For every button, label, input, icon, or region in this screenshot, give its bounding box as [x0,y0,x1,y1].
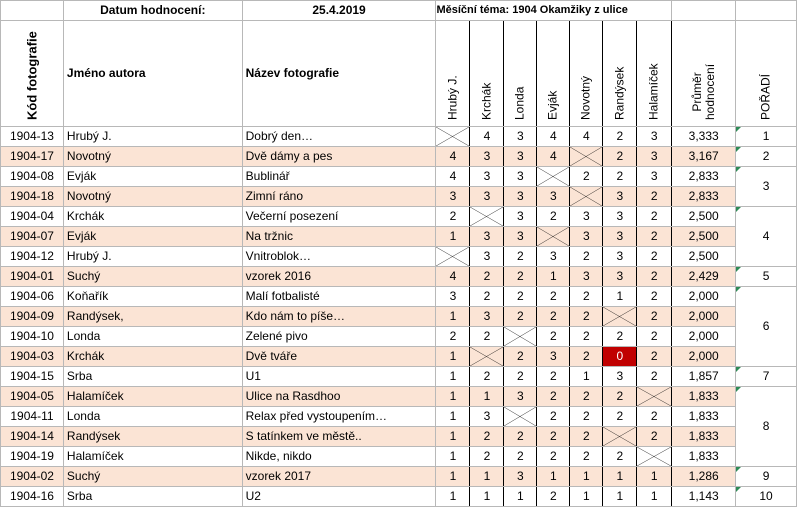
judge-score: 2 [537,387,570,407]
table-row [1,427,797,447]
author-name: Krchák [63,347,242,367]
judge-score: 2 [504,307,537,327]
judge-score: 1 [436,467,470,487]
header-rank [736,21,797,127]
header-judge-6: Halamíček [637,21,672,127]
table-row [1,247,797,267]
title-row [1,1,797,21]
author-name: Novotný [63,147,242,167]
header-judge-1: Krchák [470,21,504,127]
rank-cell: 3 [736,167,797,207]
rank-cell: 4 [736,207,797,267]
judge-score: 1 [470,387,504,407]
judge-score: 3 [470,407,504,427]
judge-score: 3 [504,227,537,247]
judge-score: 2 [603,327,637,347]
judge-score: 1 [436,427,470,447]
judge-score: 2 [603,127,637,147]
average-score: 2,500 [672,247,736,267]
photo-title: Dvě dámy a pes [242,147,436,167]
self-vote-cross-icon [603,307,637,327]
judge-score: 2 [637,327,672,347]
judge-score: 2 [537,207,570,227]
photo-code: 1904-13 [1,127,64,147]
judge-score: 4 [537,127,570,147]
judge-score: 3 [603,227,637,247]
average-score: 2,833 [672,187,736,207]
photo-code: 1904-02 [1,467,64,487]
judge-score: 1 [436,487,470,507]
average-score: 2,833 [672,167,736,187]
judge-score: 1 [603,487,637,507]
table-row [1,287,797,307]
judge-score: 3 [504,127,537,147]
judge-score: 2 [537,447,570,467]
judge-score: 2 [504,427,537,447]
photo-code: 1904-09 [1,307,64,327]
judge-score: 3 [504,387,537,407]
table-row [1,307,797,327]
judge-score: 3 [637,147,672,167]
author-name: Suchý [63,267,242,287]
photo-title: Ulice na Rasdhoo [242,387,436,407]
self-vote-cross-icon [470,207,504,227]
author-name: Halamíček [63,447,242,467]
header-average [672,21,736,127]
header-code [1,21,64,127]
judge-score: 2 [570,247,603,267]
photo-title: Kdo nám to píše… [242,307,436,327]
author-name: Novotný [63,187,242,207]
author-name: Londa [63,407,242,427]
header-row [1,21,797,127]
judge-score: 2 [570,307,603,327]
judge-score: 2 [470,267,504,287]
judge-score: 2 [603,167,637,187]
header-judge-4: Novotný [570,21,603,127]
judge-score: 2 [537,327,570,347]
average-score: 2,500 [672,207,736,227]
judge-score: 1 [436,347,470,367]
judge-score: 3 [504,147,537,167]
author-name: Randýsek [63,427,242,447]
photo-code: 1904-19 [1,447,64,467]
self-vote-cross-icon [436,247,470,267]
table-row [1,127,797,147]
month-theme: Měsíční téma: 1904 Okamžiky z ulice [436,1,672,21]
rank-cell: 5 [736,267,797,287]
judge-score: 2 [470,287,504,307]
judge-score: 2 [637,287,672,307]
average-score: 2,000 [672,347,736,367]
judge-score: 2 [537,487,570,507]
photo-code: 1904-14 [1,427,64,447]
judge-score: 2 [637,347,672,367]
photo-code: 1904-12 [1,247,64,267]
photo-title: vzorek 2016 [242,267,436,287]
rank-cell: 1 [736,127,797,147]
average-score: 1,833 [672,407,736,427]
self-vote-cross-icon [537,167,570,187]
judge-score: 3 [504,187,537,207]
self-vote-cross-icon [637,447,672,467]
judge-score: 1 [570,367,603,387]
judge-score: 3 [470,247,504,267]
average-score: 2,500 [672,227,736,247]
photo-code: 1904-08 [1,167,64,187]
self-vote-cross-icon [637,387,672,407]
photo-title: Nikde, nikdo [242,447,436,467]
rank-cell: 9 [736,467,797,487]
table-row [1,367,797,387]
judge-score: 2 [504,367,537,387]
judge-score: 1 [436,387,470,407]
judge-score: 3 [504,207,537,227]
photo-code: 1904-01 [1,267,64,287]
photo-title: Relax před vystoupením… [242,407,436,427]
judge-score: 1 [436,307,470,327]
judge-score: 2 [537,307,570,327]
judge-score: 2 [570,407,603,427]
photo-title: Večerní posezení [242,207,436,227]
author-name: Halamíček [63,387,242,407]
author-name: Londa [63,327,242,347]
judge-score: 2 [537,407,570,427]
judge-score: 1 [470,467,504,487]
average-score: 1,143 [672,487,736,507]
judge-score: 1 [436,227,470,247]
author-name: Srba [63,487,242,507]
judge-score: 1 [436,447,470,467]
author-name: Srba [63,367,242,387]
table-row [1,207,797,227]
photo-title: Na tržnic [242,227,436,247]
rank-cell: 8 [736,387,797,467]
judge-score: 2 [603,447,637,467]
rank-cell: 2 [736,147,797,167]
judge-score: 4 [470,127,504,147]
average-score: 1,833 [672,387,736,407]
judge-score: 2 [603,147,637,167]
judge-score: 0 [603,347,637,367]
judge-score: 3 [637,167,672,187]
photo-code: 1904-10 [1,327,64,347]
judge-score: 4 [436,267,470,287]
self-vote-cross-icon [436,127,470,147]
judge-score: 1 [436,367,470,387]
judge-score: 2 [504,267,537,287]
judge-score: 2 [637,227,672,247]
header-code-label: Kód fotografie [24,31,40,120]
table-row [1,187,797,207]
judge-score: 1 [537,467,570,487]
judge-score: 3 [470,307,504,327]
self-vote-cross-icon [570,147,603,167]
photo-title: vzorek 2017 [242,467,436,487]
average-score: 3,333 [672,127,736,147]
judge-score: 1 [570,467,603,487]
judge-score: 2 [504,247,537,267]
average-score: 2,000 [672,287,736,307]
table-row [1,407,797,427]
judge-score: 3 [570,267,603,287]
photo-title: Vnitroblok… [242,247,436,267]
judge-score: 4 [570,127,603,147]
judge-score: 2 [637,367,672,387]
photo-title: Zelené pivo [242,327,436,347]
header-rank-label: POŘADÍ [758,73,773,120]
judge-score: 1 [603,467,637,487]
author-name: Koňařík [63,287,242,307]
judge-score: 2 [537,367,570,387]
header-judge-0: Hrubý J. [436,21,470,127]
judge-score: 2 [637,407,672,427]
photo-title: Dobrý den… [242,127,436,147]
photo-code: 1904-04 [1,207,64,227]
table-row [1,327,797,347]
judge-score: 1 [637,487,672,507]
judge-score: 2 [436,327,470,347]
date-value: 25.4.2019 [242,1,436,21]
header-author: Jméno autora [63,21,242,127]
judge-score: 3 [436,187,470,207]
judge-score: 2 [436,207,470,227]
author-name: Randýsek, [63,307,242,327]
average-score: 1,286 [672,467,736,487]
judge-score: 2 [637,207,672,227]
author-name: Krchák [63,207,242,227]
judge-score: 1 [570,487,603,507]
photo-title: S tatínkem ve městě.. [242,427,436,447]
judge-score: 3 [637,127,672,147]
judge-score: 3 [537,247,570,267]
judge-score: 2 [637,267,672,287]
judge-score: 3 [504,167,537,187]
judge-score: 2 [470,447,504,467]
judge-score: 2 [537,287,570,307]
self-vote-cross-icon [504,327,537,347]
average-score: 3,167 [672,147,736,167]
judge-score: 3 [504,467,537,487]
self-vote-cross-icon [504,407,537,427]
judge-score: 2 [637,247,672,267]
judge-score: 3 [570,207,603,227]
photo-title: Dvě tváře [242,347,436,367]
photo-code: 1904-03 [1,347,64,367]
photo-code: 1904-11 [1,407,64,427]
judge-score: 2 [570,287,603,307]
judge-score: 1 [436,407,470,427]
judge-score: 1 [537,267,570,287]
judge-score: 3 [470,147,504,167]
judge-score: 3 [603,247,637,267]
author-name: Evják [63,167,242,187]
author-name: Hrubý J. [63,127,242,147]
table-row [1,267,797,287]
judge-score: 1 [637,467,672,487]
judge-score: 3 [537,347,570,367]
table-row [1,347,797,367]
date-label: Datum hodnocení: [63,1,242,21]
table-row [1,467,797,487]
header-judge-3: Evják [537,21,570,127]
photo-code: 1904-15 [1,367,64,387]
judge-score: 3 [470,167,504,187]
rank-cell: 10 [736,487,797,507]
judge-score: 2 [537,427,570,447]
average-score: 1,833 [672,427,736,447]
judge-score: 2 [570,447,603,467]
judge-score: 1 [504,487,537,507]
average-score: 2,000 [672,307,736,327]
judge-score: 4 [436,147,470,167]
average-score: 2,000 [672,327,736,347]
table-row [1,487,797,507]
judge-score: 3 [603,187,637,207]
self-vote-cross-icon [537,227,570,247]
judge-score: 3 [603,367,637,387]
judge-score: 2 [470,367,504,387]
photo-code: 1904-18 [1,187,64,207]
judge-score: 2 [570,427,603,447]
judge-score: 3 [537,187,570,207]
photo-code: 1904-05 [1,387,64,407]
table-row [1,167,797,187]
photo-code: 1904-17 [1,147,64,167]
self-vote-cross-icon [603,427,637,447]
average-score: 1,857 [672,367,736,387]
judge-score: 2 [504,447,537,467]
judge-score: 2 [504,347,537,367]
photo-code: 1904-07 [1,227,64,247]
judge-score: 4 [537,147,570,167]
table-row [1,147,797,167]
header-judge-5: Randýsek [603,21,637,127]
judge-score: 3 [470,187,504,207]
header-title: Název fotografie [242,21,436,127]
judge-score: 2 [570,327,603,347]
judge-score: 3 [436,287,470,307]
photo-code: 1904-06 [1,287,64,307]
author-name: Evják [63,227,242,247]
photo-title: U1 [242,367,436,387]
judge-score: 2 [637,187,672,207]
table-row [1,387,797,407]
average-score: 1,833 [672,447,736,467]
judge-score: 2 [637,307,672,327]
judge-score: 1 [603,287,637,307]
header-average-line1: Průměr [689,72,704,112]
judge-score: 2 [570,347,603,367]
judge-score: 3 [570,227,603,247]
judge-score: 2 [570,387,603,407]
rank-cell: 6 [736,287,797,367]
photo-title: Malí fotbalisté [242,287,436,307]
self-vote-cross-icon [570,187,603,207]
photo-title: Bublinář [242,167,436,187]
header-judge-2: Londa [504,21,537,127]
judge-score: 2 [603,407,637,427]
self-vote-cross-icon [470,347,504,367]
judge-score: 2 [470,327,504,347]
photo-code: 1904-16 [1,487,64,507]
rank-cell: 7 [736,367,797,387]
judge-score: 3 [603,207,637,227]
judge-score: 2 [637,427,672,447]
table-row [1,447,797,467]
judge-score: 2 [570,167,603,187]
photo-title: U2 [242,487,436,507]
header-average-line2: hodnocení [702,63,717,120]
author-name: Suchý [63,467,242,487]
author-name: Hrubý J. [63,247,242,267]
photo-title: Zimní ráno [242,187,436,207]
judge-score: 4 [436,167,470,187]
judge-score: 2 [504,287,537,307]
judge-score: 2 [603,387,637,407]
table-row [1,227,797,247]
judge-score: 3 [603,267,637,287]
judge-score: 1 [470,487,504,507]
judge-score: 2 [470,427,504,447]
judge-score: 3 [470,227,504,247]
average-score: 2,429 [672,267,736,287]
